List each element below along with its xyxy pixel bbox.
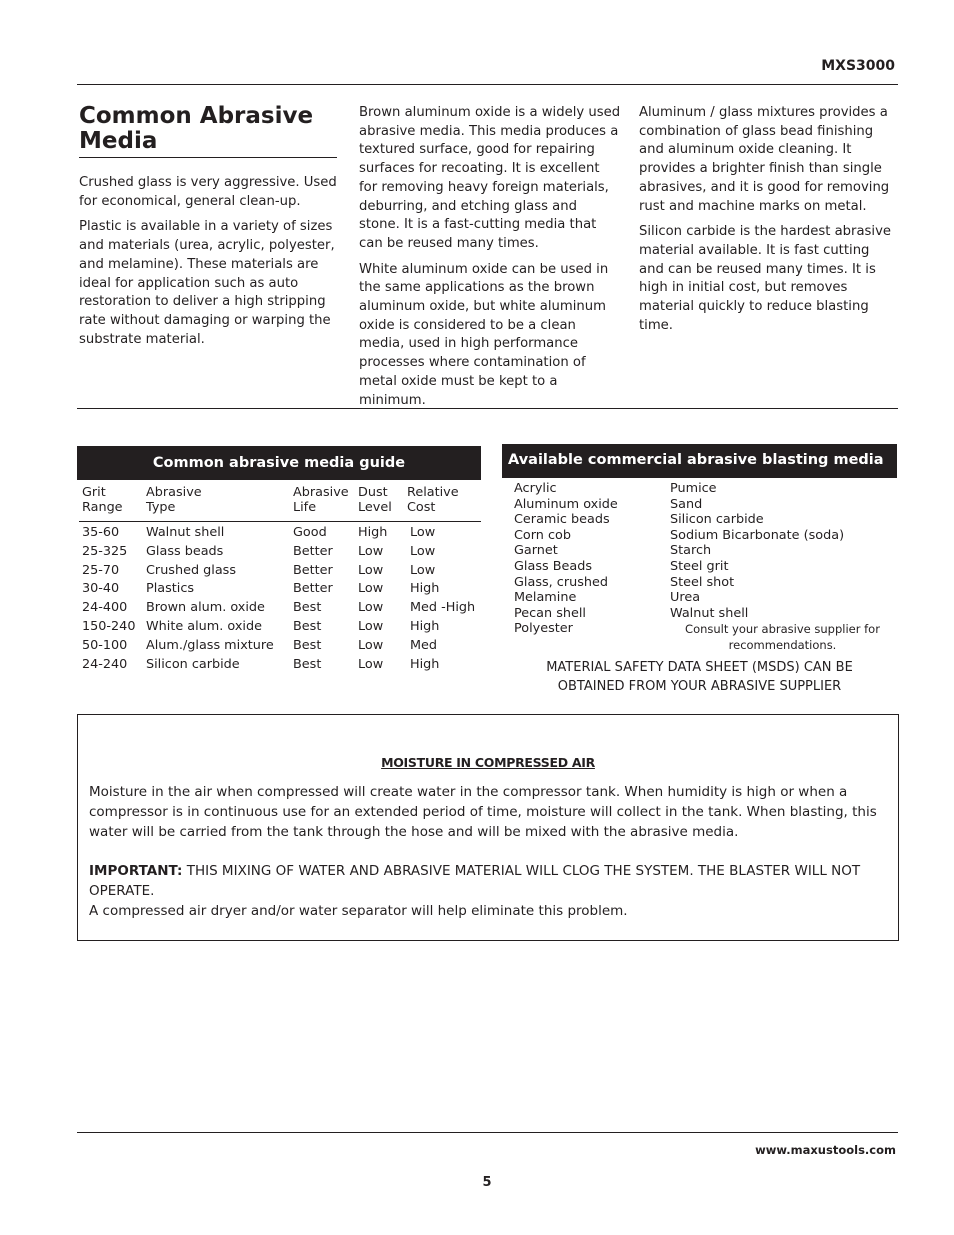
list-item: Acrylic <box>514 481 557 496</box>
list-item: Steel shot <box>670 574 735 590</box>
paragraph-crushed-glass: Crushed glass is very aggressive. Used for economical, general clean-up. <box>79 175 337 209</box>
list-item: Steel grit <box>670 558 729 574</box>
cell-type: Brown alum. oxide <box>146 600 265 616</box>
table-row <box>82 618 480 637</box>
supplier-note <box>670 622 895 653</box>
table-row <box>82 543 480 562</box>
list-item: Sodium Bicarbonate (soda) <box>670 527 845 543</box>
header-divider <box>77 84 898 85</box>
cell-life: Better <box>293 562 333 578</box>
cell-dust: Low <box>358 656 384 672</box>
cell-grit: 25-325 <box>82 543 128 559</box>
list-item: Urea <box>670 590 701 606</box>
cell-dust: High <box>358 525 388 540</box>
cell-dust: Low <box>358 562 384 578</box>
cell-grit: 24-400 <box>82 600 128 616</box>
header-type: Abrasive Type <box>146 485 202 515</box>
header-cost: Relative Cost <box>407 485 459 515</box>
cell-grit: 35-60 <box>82 525 120 540</box>
list-item: Pecan shell <box>514 605 586 621</box>
available-title-bar <box>502 444 897 478</box>
cell-life: Best <box>293 600 322 616</box>
table-row <box>82 524 480 543</box>
important-line-2: A compressed air dryer and/or water separator will help eliminate this problem. <box>89 903 628 919</box>
cell-cost: Med -High <box>410 600 476 616</box>
header-grit: Grit Range <box>82 485 123 515</box>
header-life: Abrasive Life <box>293 485 349 515</box>
guide-header-divider <box>79 521 481 522</box>
cell-dust: Low <box>358 543 384 559</box>
cell-dust: Low <box>358 618 384 634</box>
list-item: Ceramic beads <box>514 512 610 528</box>
cell-life: Better <box>293 543 333 559</box>
cell-cost: Low <box>410 543 436 559</box>
supplier-note-line-2: recommendations. <box>728 637 837 652</box>
cell-cost: Low <box>410 525 436 540</box>
cell-grit: 50-100 <box>82 637 128 653</box>
moisture-box <box>77 714 899 941</box>
page-title: Common Abrasive Media <box>79 104 337 158</box>
cell-life: Best <box>293 618 322 634</box>
cell-type: Walnut shell <box>146 525 225 540</box>
guide-body-wrapper <box>82 524 480 674</box>
cell-cost: High <box>410 618 440 634</box>
list-item: Polyester <box>514 621 573 637</box>
cell-grit: 150-240 <box>82 618 136 634</box>
cell-cost: Med <box>410 637 438 653</box>
list-item: Aluminum oxide <box>514 496 618 512</box>
section-divider <box>77 408 898 409</box>
column-3 <box>639 104 897 342</box>
guide-table <box>82 485 480 515</box>
list-item: Corn cob <box>514 527 571 543</box>
guide-body <box>82 524 480 674</box>
list-item: Pumice <box>670 481 717 496</box>
cell-life: Best <box>293 656 322 672</box>
cell-grit: 25-70 <box>82 562 120 578</box>
cell-type: White alum. oxide <box>146 618 262 634</box>
cell-cost: Low <box>410 562 436 578</box>
list-item: Garnet <box>514 543 558 559</box>
guide-title-bar <box>77 446 481 480</box>
moisture-body: Moisture in the air when compressed will create water in the compressor tank. When humidity is high or when a compressor is in continuous use for an extended period of time, moisture will collect in the tank. When blasting, this water will be carried from the tank through the hose and will be mixed with the abrasive media. <box>89 784 877 840</box>
table-row <box>82 599 480 618</box>
supplier-note-line-1: Consult your abrasive supplier for <box>685 622 880 636</box>
list-item: Sand <box>670 496 703 512</box>
paragraph-alum-glass-mixture: Aluminum / glass mixtures provides a combination of glass bead finishing and aluminum oxide cleaning. It provides a brighter finish than single abrasives, and it is good for removing rust and machine marks on metal. <box>639 105 890 214</box>
list-item: Walnut shell <box>670 605 749 621</box>
table-row <box>82 637 480 656</box>
available-title: Available commercial abrasive blasting media <box>508 452 884 468</box>
table-row <box>82 580 480 599</box>
column-2 <box>359 104 621 417</box>
model-number: MXS3000 <box>821 58 895 74</box>
list-item: Melamine <box>514 590 577 606</box>
list-item: Glass, crushed <box>514 574 608 590</box>
available-list-right <box>670 481 895 621</box>
guide-header-row <box>82 485 480 515</box>
cell-grit: 24-240 <box>82 656 128 672</box>
available-list-left <box>514 481 664 637</box>
table-row <box>82 656 480 675</box>
cell-type: Plastics <box>146 581 195 597</box>
important-label: IMPORTANT: <box>89 863 183 879</box>
list-item: Silicon carbide <box>670 512 764 528</box>
column-1 <box>79 104 337 356</box>
important-text: THIS MIXING OF WATER AND ABRASIVE MATERIAL WILL CLOG THE SYSTEM. THE BLASTER WILL NOT OPERATE. <box>89 863 861 899</box>
paragraph-white-alum-oxide: White aluminum oxide can be used in the same applications as the brown aluminum oxide, but white aluminum oxide is considered to be a clean media, used in high performance processes where contamination of metal oxide must be kept to a minimum. <box>359 261 609 408</box>
list-item: Glass Beads <box>514 558 592 574</box>
page-number: 5 <box>482 1175 492 1190</box>
cell-type: Crushed glass <box>146 562 237 578</box>
moisture-important <box>89 861 889 921</box>
footer-url: www.maxustools.com <box>755 1143 896 1157</box>
msds-line-1: MATERIAL SAFETY DATA SHEET (MSDS) CAN BE <box>546 660 853 675</box>
paragraph-silicon-carbide: Silicon carbide is the hardest abrasive material available. It is fast cutting and can be reused many times. It is high in initial cost, but removes material quickly to reduce blasting time. <box>639 224 892 333</box>
guide-table-wrapper <box>82 485 480 515</box>
cell-type: Glass beads <box>146 543 224 559</box>
cell-life: Better <box>293 581 333 597</box>
cell-dust: Low <box>358 581 384 597</box>
msds-note <box>502 658 897 696</box>
paragraph-brown-alum-oxide: Brown aluminum oxide is a widely used abrasive media. This media produces a textured surface, good for repairing surfaces for recoating. It is excellent for removing heavy foreign materials, deburring, and etching glass and stone. It is a fast-cutting media that can be reused many times. <box>359 105 621 251</box>
table-row <box>82 562 480 581</box>
cell-grit: 30-40 <box>82 581 120 597</box>
cell-cost: High <box>410 581 440 597</box>
cell-type: Silicon carbide <box>146 656 240 672</box>
cell-dust: Low <box>358 600 384 616</box>
cell-life: Good <box>293 525 327 540</box>
guide-title: Common abrasive media guide <box>152 455 406 471</box>
msds-line-2: OBTAINED FROM YOUR ABRASIVE SUPPLIER <box>557 679 842 694</box>
list-item: Starch <box>670 543 712 559</box>
footer-divider <box>77 1132 898 1133</box>
moisture-title: MOISTURE IN COMPRESSED AIR <box>381 755 595 770</box>
paragraph-plastic: Plastic is available in a variety of sizes and materials (urea, acrylic, polyester, and melamine). These materials are ideal for application such as auto restoration to deliver a high stripping rate without damaging or warping the substrate material. <box>79 219 335 347</box>
cell-dust: Low <box>358 637 384 653</box>
header-dust: Dust Level <box>358 485 392 515</box>
cell-life: Best <box>293 637 322 653</box>
cell-cost: High <box>410 656 440 672</box>
cell-type: Alum./glass mixture <box>146 637 274 653</box>
